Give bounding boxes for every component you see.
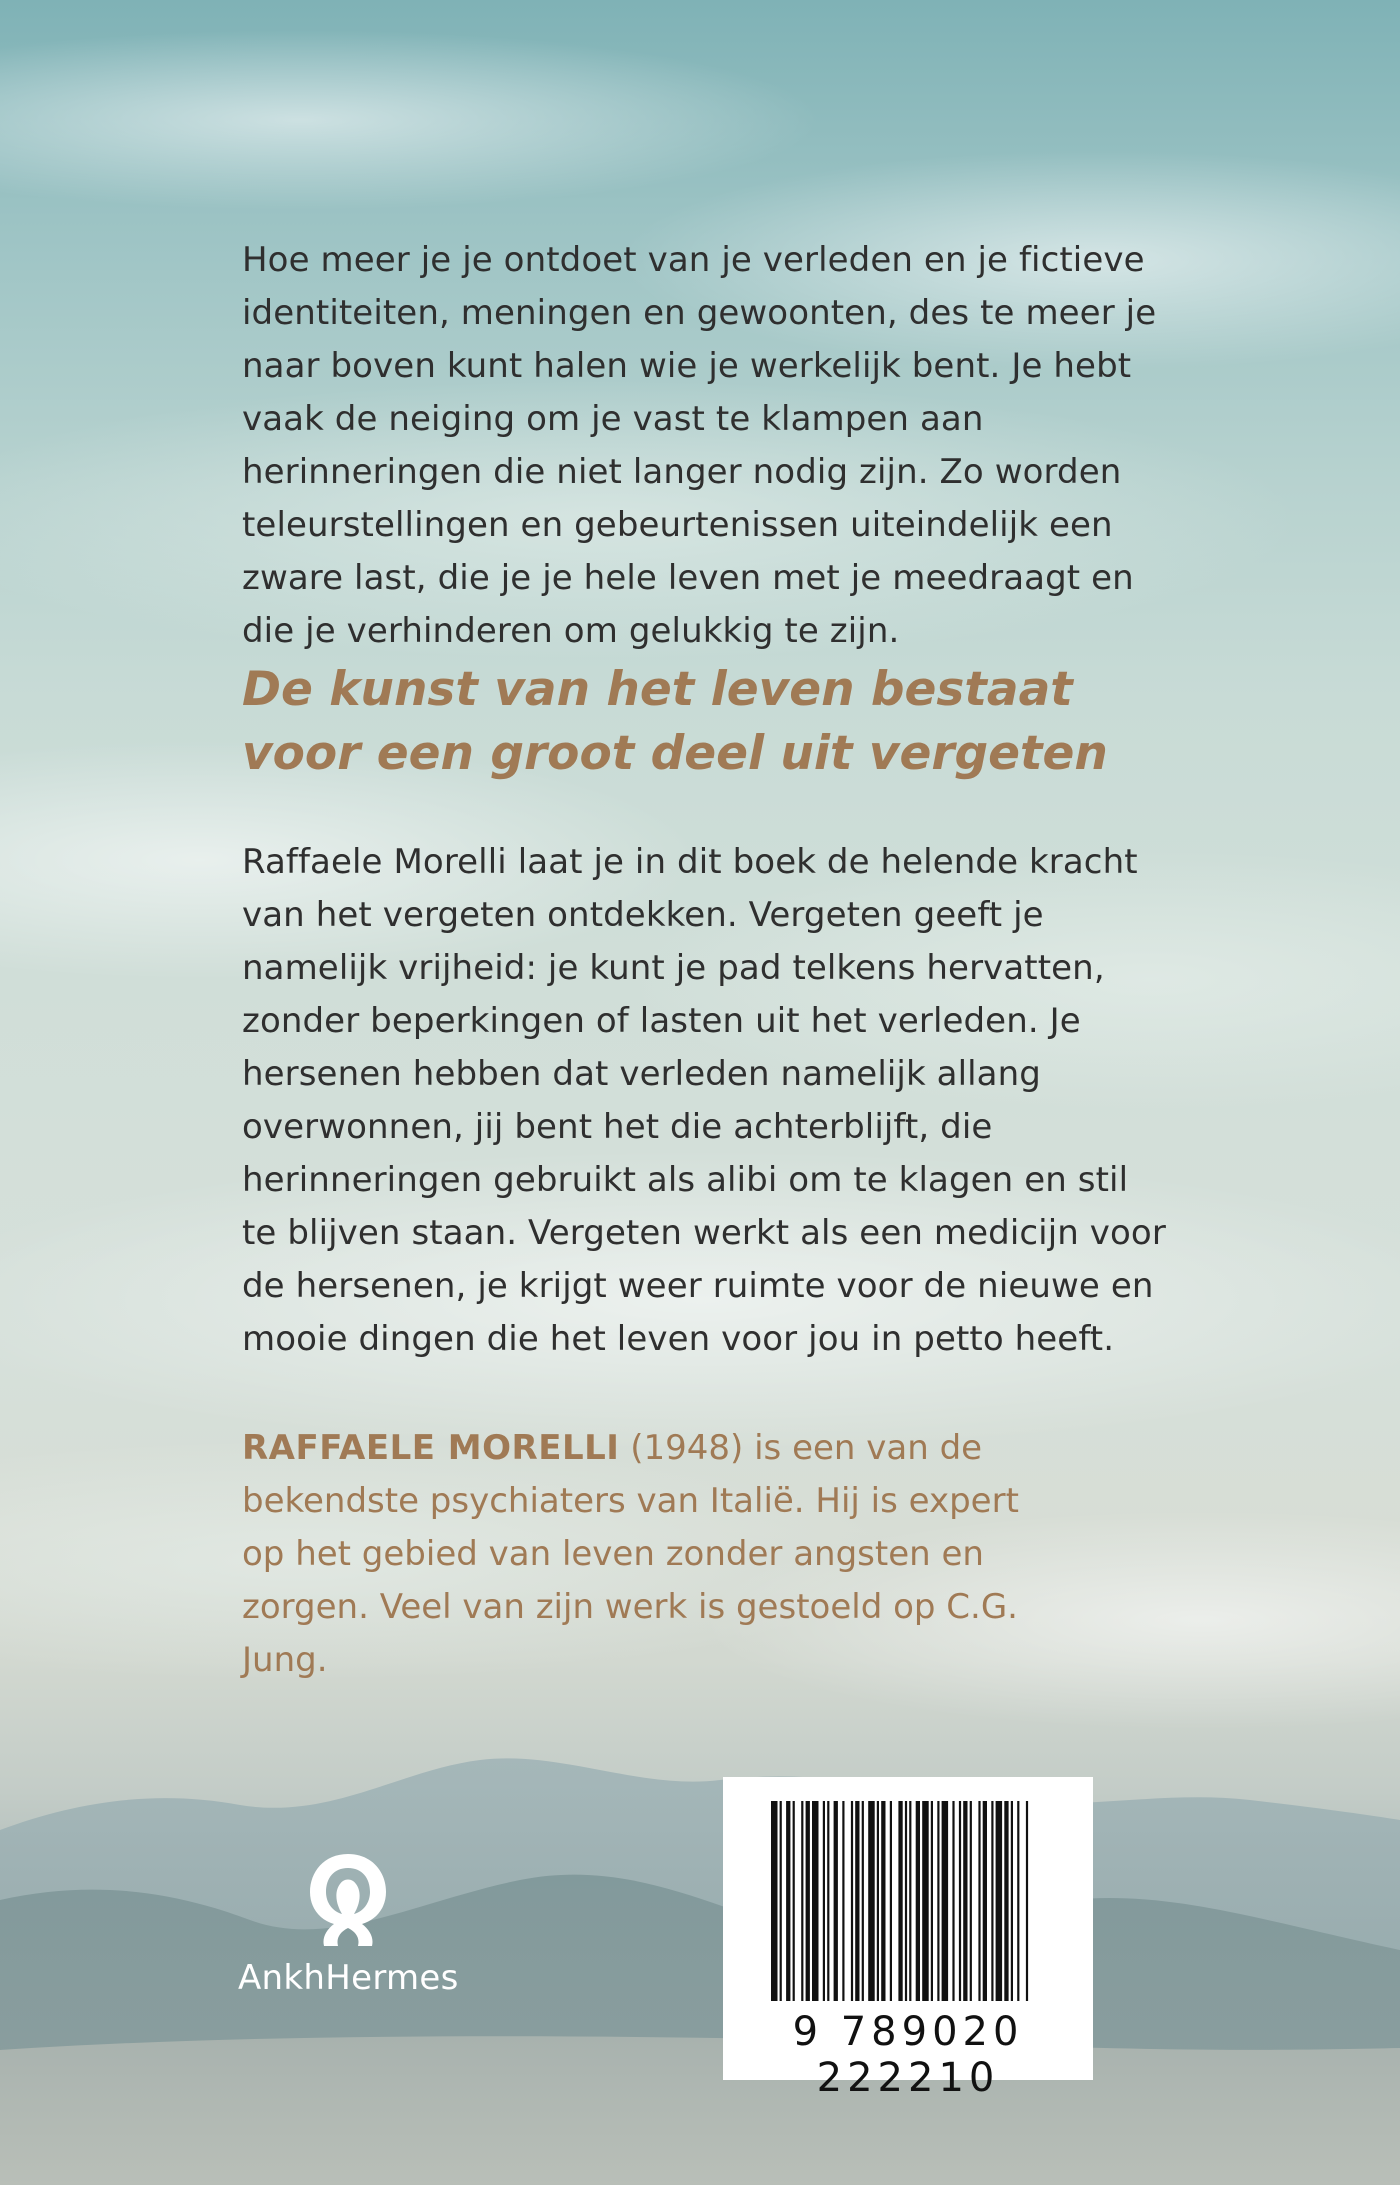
- barcode-bar: [937, 1801, 939, 2001]
- barcode-bar: [877, 1801, 879, 2001]
- barcode-bar: [806, 1801, 810, 2001]
- author-bio-paragraph: [242, 1422, 1042, 1687]
- barcode-bar: [881, 1801, 885, 2001]
- barcode-bar: [996, 1801, 1003, 2001]
- barcode-bar: [834, 1801, 838, 2001]
- barcode-bar: [801, 1801, 803, 2001]
- intro-text: Hoe meer je je ontdoet van je verleden en je fictieve identiteiten, meningen en gewoonten, des te meer je naar boven kunt halen wie je werkelijk bent. Je hebt vaak de neiging om je vast te klampen aan herinneringen die niet langer nodig zijn. Zo worden teleurstellingen en gebeurtenissen uiteindelijk een zware last, die je je hele leven met je meedraagt en die je verhinderen om gelukkig te zijn.: [242, 240, 1157, 651]
- description-text: Raffaele Morelli laat je in dit boek de helende kracht van het vergeten ontdekken. Vergeten geeft je namelijk vrijheid: je kunt je pad telkens hervatten, zonder beperkingen of lasten uit het verleden. Je hersenen hebben dat verleden namelijk allang overwonnen, jij bent het die achterblijft, die herinneringen gebruikt als alibi om te klagen en stil te blijven staan. Vergeten werkt als een medicijn voor de hersenen, je krijgt weer ruimte voor de nieuwe en mooie dingen die het leven voor jou in petto heeft.: [242, 842, 1166, 1359]
- barcode-bar: [868, 1801, 875, 2001]
- barcode-bar: [793, 1801, 795, 2001]
- barcode-bar: [851, 1801, 853, 2001]
- barcode-bar: [1011, 1801, 1013, 2001]
- barcode-bar: [1026, 1801, 1028, 2001]
- ankhhermes-logo-icon: [304, 1850, 392, 1950]
- publisher-name: AnkhHermes: [238, 1958, 459, 1998]
- barcode-bar: [916, 1801, 920, 2001]
- barcode-bar: [952, 1801, 954, 2001]
- tagline-line-2: voor een groot deel uit vergeten: [242, 726, 1108, 781]
- barcode-bar: [827, 1801, 829, 2001]
- barcode-bar: [942, 1801, 949, 2001]
- intro-paragraph: [242, 234, 1172, 658]
- barcode-bar: [1017, 1801, 1019, 2001]
- barcode-bar: [890, 1801, 892, 2001]
- barcode-bar: [922, 1801, 929, 2001]
- barcode-bar: [931, 1801, 933, 2001]
- author-bio: [242, 1422, 1042, 1687]
- isbn-barcode: [723, 1777, 1093, 2101]
- barcode-bar: [786, 1801, 790, 2001]
- barcode-bar: [1004, 1801, 1008, 2001]
- barcode-bar: [812, 1801, 819, 2001]
- isbn-number: 9 789020 222210: [792, 2009, 1024, 2101]
- publisher-brand: [238, 1850, 478, 1998]
- barcode-bar: [771, 1801, 778, 2001]
- barcode-bar: [823, 1801, 825, 2001]
- barcode-bar: [855, 1801, 859, 2001]
- author-bio-text: (1948) is een van de bekendste psychiaters van Italië. Hij is expert op het gebied van leven zonder angsten en zorgen. Veel van zijn werk is gestoeld op C.G. Jung.: [242, 1428, 1019, 1680]
- tagline-line-1: De kunst van het leven bestaat: [242, 662, 1073, 717]
- barcode-bar: [963, 1801, 967, 2001]
- barcode-bar: [970, 1801, 972, 2001]
- tagline: [242, 658, 1202, 786]
- barcode-bar: [959, 1801, 961, 2001]
- barcode-bar: [780, 1801, 782, 2001]
- barcode-bar: [991, 1801, 993, 2001]
- barcode-bars: [723, 1777, 1093, 2017]
- barcode-bar: [983, 1801, 987, 2001]
- barcode-bar: [898, 1801, 902, 2001]
- barcode-bar: [909, 1801, 911, 2001]
- barcode-bar: [842, 1801, 844, 2001]
- barcode-bar: [862, 1801, 864, 2001]
- description-paragraph: [242, 836, 1172, 1366]
- barcode-bar: [905, 1801, 907, 2001]
- author-name: RAFFAELE MORELLI: [242, 1428, 620, 1468]
- barcode-bar: [978, 1801, 980, 2001]
